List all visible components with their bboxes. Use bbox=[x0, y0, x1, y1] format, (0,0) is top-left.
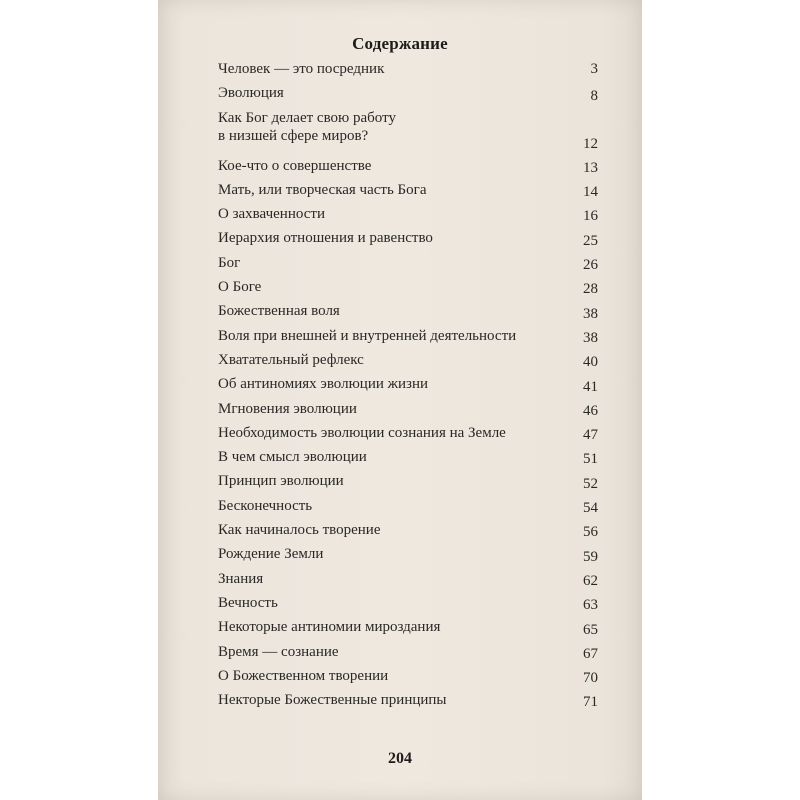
toc-entry-title: Кое-что о совершенстве bbox=[218, 157, 372, 174]
toc-entry-page: 28 bbox=[583, 281, 598, 298]
toc-entry-title: Человек — это посредник bbox=[218, 61, 385, 77]
toc-entry-page: 59 bbox=[583, 548, 598, 565]
toc-entry bbox=[218, 60, 598, 84]
page-number: 204 bbox=[388, 750, 412, 767]
toc-entry-page: 41 bbox=[583, 378, 598, 395]
toc-entry bbox=[218, 254, 598, 278]
toc-entry-page: 38 bbox=[583, 305, 598, 322]
toc-entry-page: 52 bbox=[583, 475, 598, 492]
toc-entry-title: Как Бог делает свою работу bbox=[218, 109, 396, 126]
toc-entry-page: 40 bbox=[583, 354, 598, 371]
toc-entry bbox=[218, 667, 598, 691]
toc-entry-title: Мать, или творческая часть Бога bbox=[218, 181, 427, 198]
toc-entry-title: Вечность bbox=[218, 594, 278, 611]
toc-entry bbox=[218, 229, 598, 253]
toc-entry-title: Об антиномиях эволюции жизни bbox=[218, 376, 429, 393]
contents-heading: Содержание bbox=[352, 34, 448, 53]
toc-entry bbox=[218, 109, 598, 157]
toc-entry-page: 62 bbox=[583, 572, 598, 589]
toc-entry bbox=[218, 448, 598, 472]
table-of-contents bbox=[218, 60, 598, 715]
toc-entry-title: Необходимость эволюции сознания на Земле bbox=[218, 424, 506, 441]
toc-entry-page: 56 bbox=[583, 524, 598, 541]
toc-entry bbox=[218, 302, 598, 326]
toc-entry-page: 71 bbox=[583, 694, 598, 711]
toc-entry-title: Эволюция bbox=[218, 85, 284, 102]
toc-entry bbox=[218, 521, 598, 545]
toc-entry bbox=[218, 351, 598, 375]
toc-entry-page: 13 bbox=[583, 159, 598, 176]
toc-entry-title: О Божественном творении bbox=[218, 667, 389, 684]
toc-entry-title: Знания bbox=[218, 570, 264, 587]
toc-entry bbox=[218, 400, 598, 424]
toc-entry-title: Воля при внешней и внутренней деятельности bbox=[218, 327, 517, 344]
toc-entry bbox=[218, 618, 598, 642]
toc-entry bbox=[218, 375, 598, 399]
toc-entry-title: в низшей сфере миров? bbox=[218, 127, 369, 144]
toc-entry-page: 25 bbox=[583, 232, 598, 249]
toc-entry-title: О Боге bbox=[218, 279, 262, 296]
toc-entry-page: 38 bbox=[583, 329, 598, 346]
book-page bbox=[158, 0, 642, 800]
toc-entry-title: Принцип эволюции bbox=[218, 473, 344, 490]
toc-entry-title: Бесконечность bbox=[218, 497, 313, 514]
toc-entry-page: 14 bbox=[583, 184, 598, 201]
toc-entry bbox=[218, 472, 598, 496]
toc-entry-page: 51 bbox=[583, 451, 598, 468]
toc-entry-title: В чем смысл эволюции bbox=[218, 449, 367, 466]
toc-entry-page: 47 bbox=[583, 427, 598, 444]
toc-entry-page: 63 bbox=[583, 597, 598, 614]
toc-entry bbox=[218, 278, 598, 302]
toc-entry-page: 67 bbox=[583, 645, 598, 662]
toc-entry bbox=[218, 157, 598, 181]
toc-entry-title: Хватательный рефлекс bbox=[218, 351, 364, 368]
toc-entry-page: 26 bbox=[583, 257, 598, 274]
toc-entry-page: 8 bbox=[590, 87, 598, 104]
toc-entry-title: О захваченности bbox=[218, 206, 325, 223]
toc-entry-page: 70 bbox=[583, 670, 598, 687]
toc-entry-page: 54 bbox=[583, 500, 598, 517]
toc-entry-title: Некторые Божественные принципы bbox=[218, 692, 447, 709]
toc-entry bbox=[218, 424, 598, 448]
toc-entry-page: 3 bbox=[590, 61, 598, 78]
toc-entry bbox=[218, 181, 598, 205]
toc-entry-title: Божественная воля bbox=[218, 303, 340, 320]
toc-entry bbox=[218, 570, 598, 594]
toc-entry bbox=[218, 545, 598, 569]
toc-entry bbox=[218, 594, 598, 618]
toc-entry-title: Время — сознание bbox=[218, 643, 339, 660]
toc-entry-title: Бог bbox=[218, 254, 241, 271]
toc-entry-page: 12 bbox=[583, 135, 598, 152]
toc-entry-title: Рождение Земли bbox=[218, 546, 324, 563]
toc-entry bbox=[218, 84, 598, 108]
toc-entry bbox=[218, 691, 598, 715]
toc-entry-title: Как начиналось творение bbox=[218, 522, 381, 539]
toc-entry bbox=[218, 497, 598, 521]
toc-entry-title: Мгновения эволюции bbox=[218, 400, 357, 417]
toc-entry bbox=[218, 643, 598, 667]
toc-entry-page: 65 bbox=[583, 621, 598, 638]
toc-entry-title: Некоторые антиномии мироздания bbox=[218, 619, 441, 636]
toc-entry-page: 46 bbox=[583, 402, 598, 419]
toc-entry bbox=[218, 205, 598, 229]
toc-entry-title: Иерархия отношения и равенство bbox=[218, 230, 433, 247]
toc-entry-page: 16 bbox=[583, 208, 598, 225]
toc-entry bbox=[218, 327, 598, 351]
